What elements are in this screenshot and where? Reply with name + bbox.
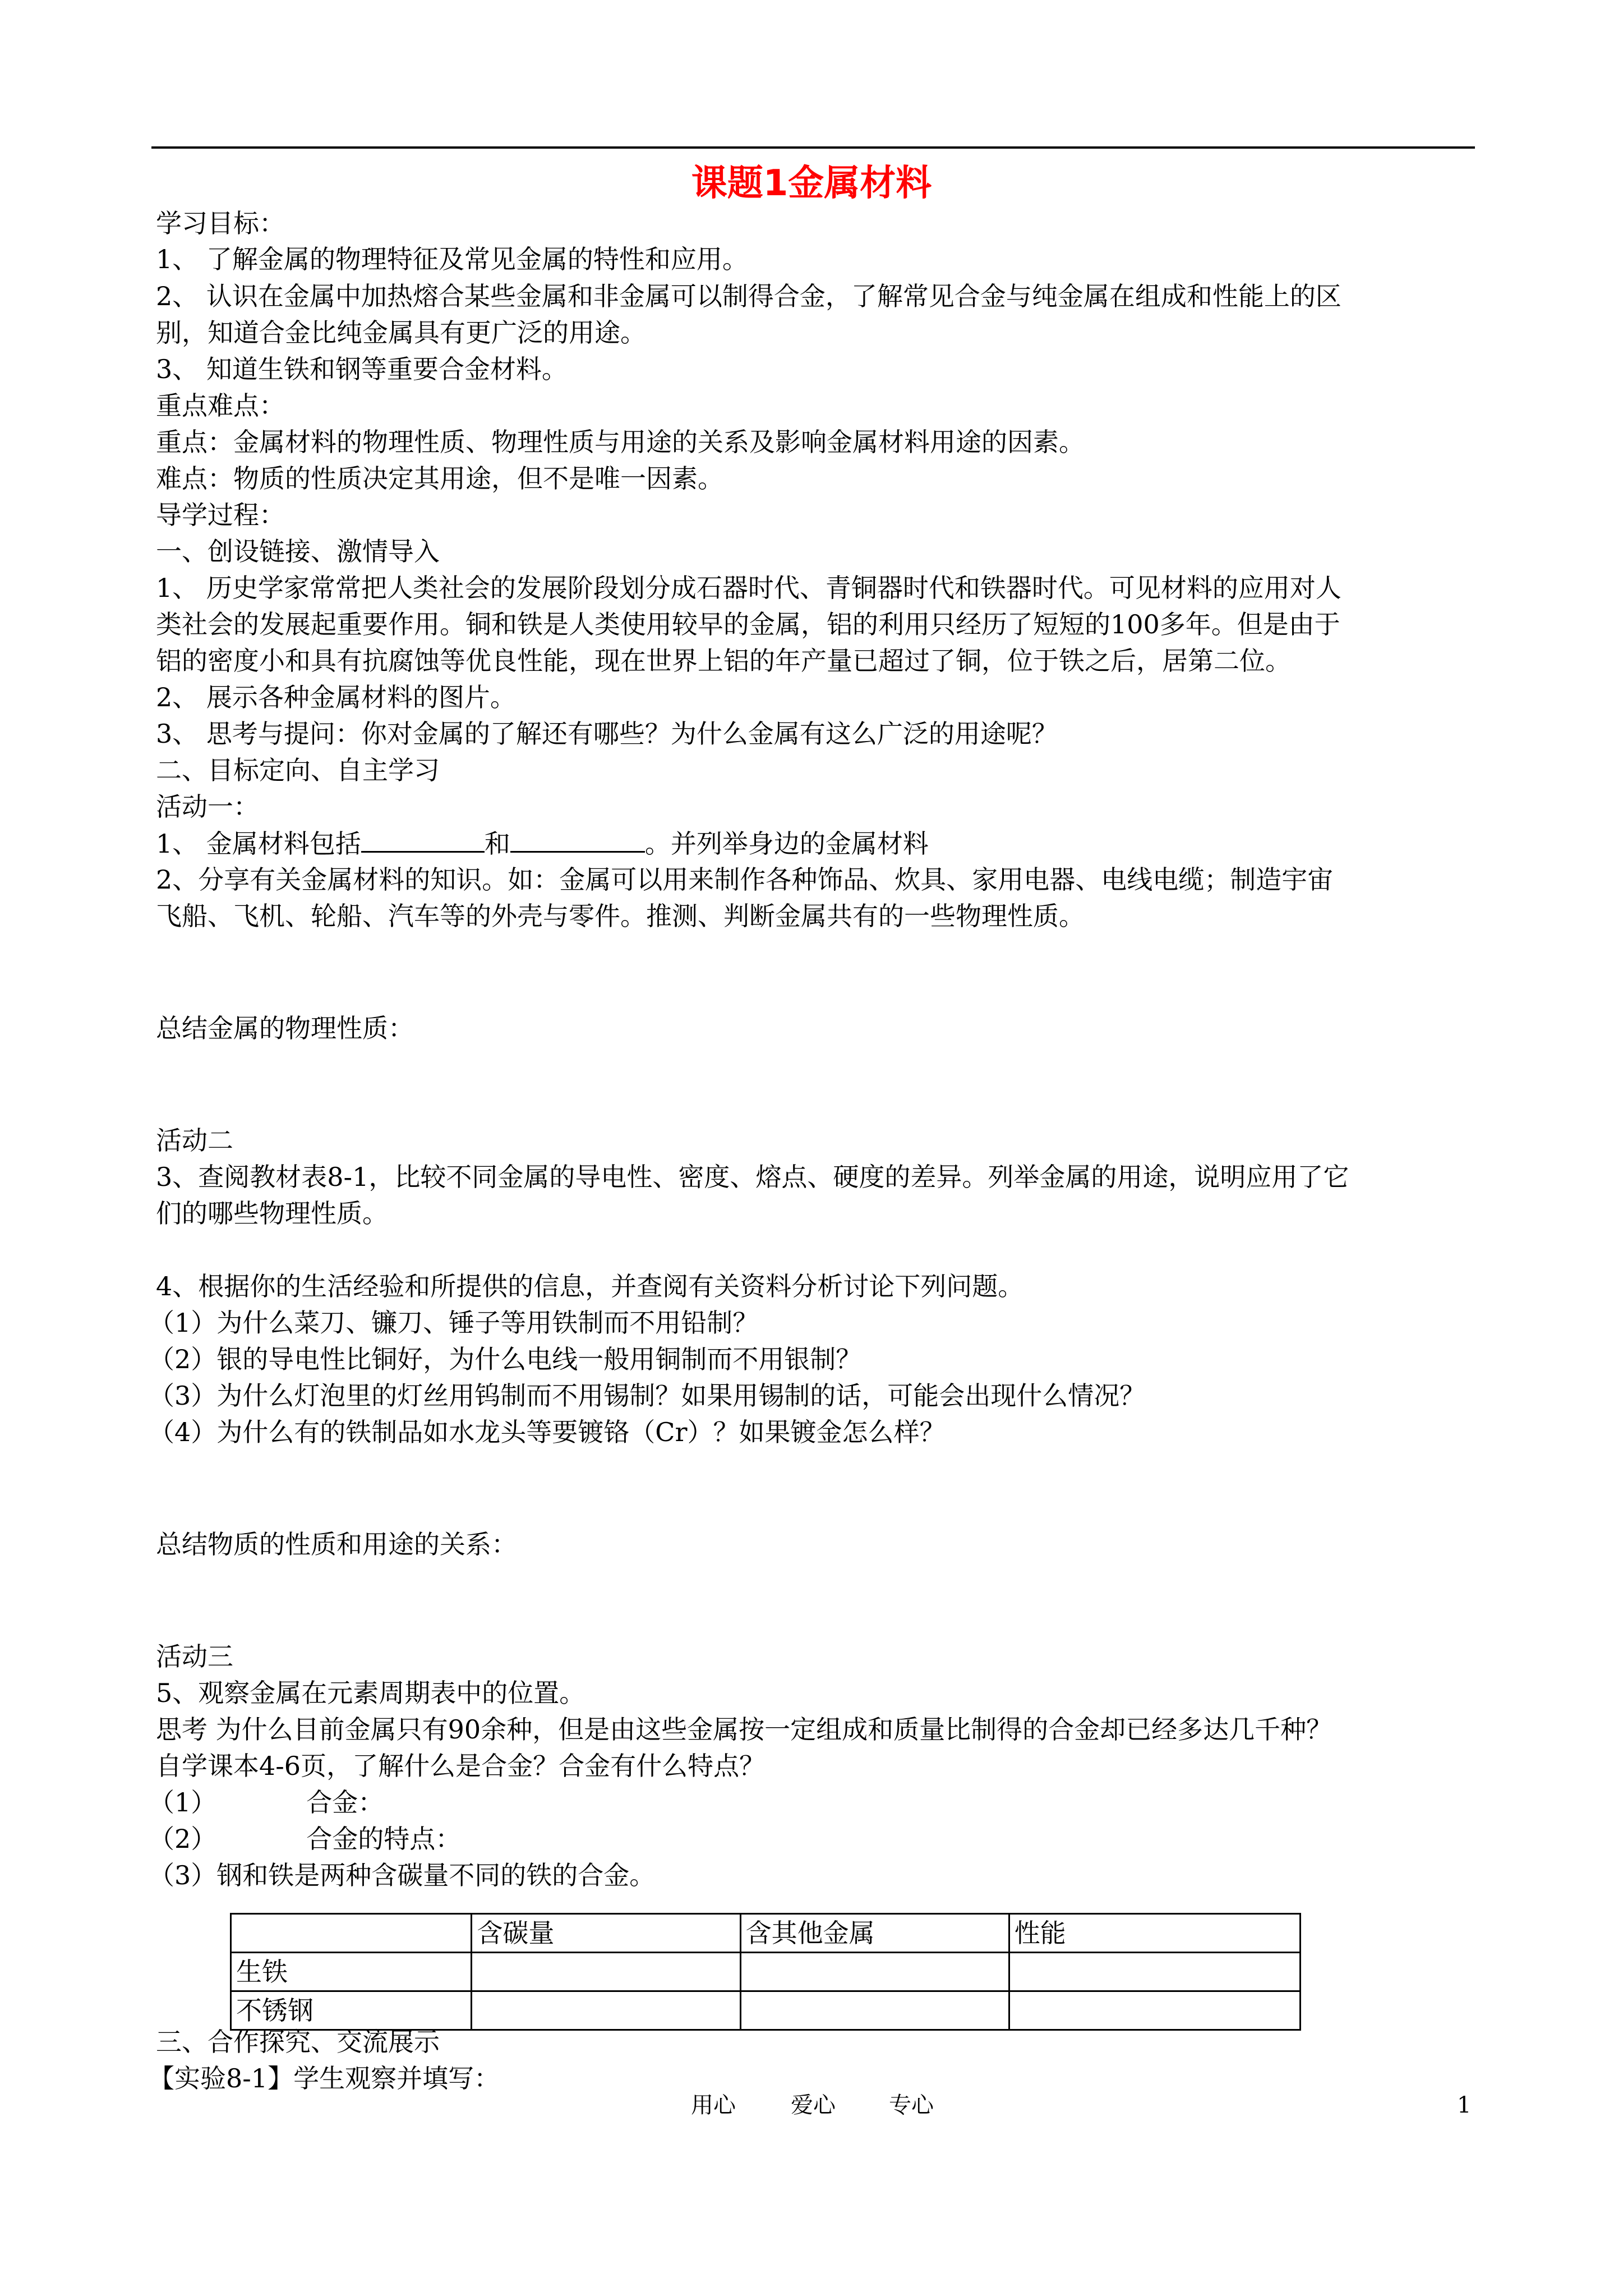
alloy-item-2: [149, 1822, 461, 1856]
activity2-question3-line: 们的哪些物理性质。: [156, 1198, 388, 1228]
section2-heading: 二、目标定向、自主学习: [156, 755, 440, 785]
table-row: [231, 1991, 1301, 2030]
objective-line: 别，知道合金比纯金属具有更广泛的用途。: [156, 318, 646, 348]
section1-line: 类社会的发展起重要作用。铜和铁是人类使用较早的金属，铝的利用只经历了短短的100多年。但是由于: [156, 609, 1340, 639]
sub-question: （3）为什么灯泡里的灯丝用钨制而不用锡制？如果用锡制的话，可能会出现什么情况？: [149, 1381, 1146, 1411]
section1-line: 1、 历史学家常常把人类社会的发展阶段划分成石器时代、青铜器时代和铁器时代。可见材料的应用对人: [156, 573, 1341, 603]
alloy-item-1-num: （1）: [149, 1787, 217, 1818]
activity1-question1: [156, 826, 929, 861]
table-header-cell: 含碳量: [472, 1914, 740, 1953]
table-cell[interactable]: [1009, 1953, 1300, 1991]
q1-part3: 。并列举身边的金属材料: [644, 829, 929, 859]
activity2-question3-line: 3、查阅教材表8-1，比较不同金属的导电性、密度、熔点、硬度的差异。列举金属的用途，说明应用了它: [156, 1162, 1349, 1192]
footer-motto-3: 专心: [889, 2092, 934, 2118]
fill-blank-2[interactable]: [510, 826, 645, 853]
activity2-heading: 活动二: [156, 1125, 233, 1156]
page-number: 1: [1457, 2092, 1472, 2118]
sub-question: （2）银的导电性比铜好，为什么电线一般用铜制而不用银制？: [149, 1344, 862, 1374]
activity3-question5: 5、观察金属在元素周期表中的位置。: [156, 1678, 585, 1708]
activity3-heading: 活动三: [156, 1641, 233, 1672]
activity1-question2-line: 2、分享有关金属材料的知识。如：金属可以用来制作各种饰品、炊具、家用电器、电线电缆；制造宇宙: [156, 864, 1334, 895]
activity2-summary: 总结物质的性质和用途的关系：: [156, 1529, 517, 1559]
table-header-cell: 性能: [1009, 1914, 1300, 1953]
table-cell[interactable]: [740, 1991, 1009, 2030]
table-row-label: 生铁: [231, 1953, 472, 1991]
alloy-item-2-num: （2）: [149, 1824, 217, 1854]
sub-question: （4）为什么有的铁制品如水龙头等要镀铬（Cr）？如果镀金怎么样？: [149, 1417, 946, 1447]
table-cell[interactable]: [472, 1991, 740, 2030]
page-title: 课题1金属材料: [691, 163, 932, 204]
table-cell[interactable]: [1009, 1991, 1300, 2030]
activity3-think: 思考 为什么目前金属只有90余种，但是由这些金属按一定组成和质量比制得的合金却已经多达几千种？: [156, 1714, 1332, 1745]
table-header-cell: [231, 1914, 472, 1953]
experiment-label: 【实验8-1】学生观察并填写：: [149, 2063, 500, 2093]
header-rule: [151, 146, 1475, 149]
keypoint-text: 重点：金属材料的物理性质、物理性质与用途的关系及影响金属材料用途的因素。: [156, 427, 1085, 457]
keypoints-heading: 重点难点：: [156, 390, 285, 421]
activity1-heading: 活动一：: [156, 792, 259, 822]
difficulty-text: 难点：物质的性质决定其用途，但不是唯一因素。: [156, 463, 723, 494]
fill-blank-1[interactable]: [361, 826, 485, 853]
alloy-comparison-table: [230, 1913, 1301, 2031]
activity2-question4: 4、根据你的生活经验和所提供的信息，并查阅有关资料分析讨论下列问题。: [156, 1271, 1024, 1301]
objective-line: 3、 知道生铁和钢等重要合金材料。: [156, 354, 568, 384]
alloy-item-1-text: 合金：: [306, 1787, 384, 1818]
objective-line: 2、 认识在金属中加热熔合某些金属和非金属可以制得合金，了解常见合金与纯金属在组成和性能上的区: [156, 281, 1341, 311]
activity3-self-study: 自学课本4-6页，了解什么是合金？合金有什么特点？: [156, 1751, 766, 1781]
q1-part2: 和: [484, 829, 510, 859]
table-cell[interactable]: [740, 1953, 1009, 1991]
table-header-row: [231, 1914, 1301, 1953]
q1-part1: 1、 金属材料包括: [156, 829, 361, 859]
alloy-item-2-text: 合金的特点：: [306, 1824, 462, 1854]
section1-line: 2、 展示各种金属材料的图片。: [156, 682, 516, 712]
footer-motto-1: 用心: [691, 2092, 736, 2118]
section1-line: 3、 思考与提问：你对金属的了解还有哪些？为什么金属有这么广泛的用途呢？: [156, 719, 1058, 749]
activity1-question2-line: 飞船、飞机、轮船、汽车等的外壳与零件。推测、判断金属共有的一些物理性质。: [156, 901, 1085, 931]
alloy-item-1: [149, 1786, 384, 1819]
sub-question: （1）为什么菜刀、镰刀、锤子等用铁制而不用铅制？: [149, 1308, 759, 1338]
objectives-heading: 学习目标：: [156, 208, 285, 238]
alloy-item-3: （3）钢和铁是两种含碳量不同的铁的合金。: [149, 1860, 656, 1890]
table-row-label: 不锈钢: [231, 1991, 472, 2030]
activity1-summary: 总结金属的物理性质：: [156, 1013, 414, 1043]
process-heading: 导学过程：: [156, 500, 285, 530]
section1-line: 铝的密度小和具有抗腐蚀等优良性能，现在世界上铝的年产量已超过了铜，位于铁之后，居第二位。: [156, 646, 1291, 676]
section3-heading: 三、合作探究、交流展示: [156, 2027, 440, 2057]
table-header-cell: 含其他金属: [740, 1914, 1009, 1953]
objective-line: 1、 了解金属的物理特征及常见金属的特性和应用。: [156, 244, 748, 274]
table-cell[interactable]: [472, 1953, 740, 1991]
footer-motto-2: 爱心: [791, 2092, 836, 2118]
table-row: [231, 1953, 1301, 1991]
section1-heading: 一、创设链接、激情导入: [156, 536, 440, 567]
